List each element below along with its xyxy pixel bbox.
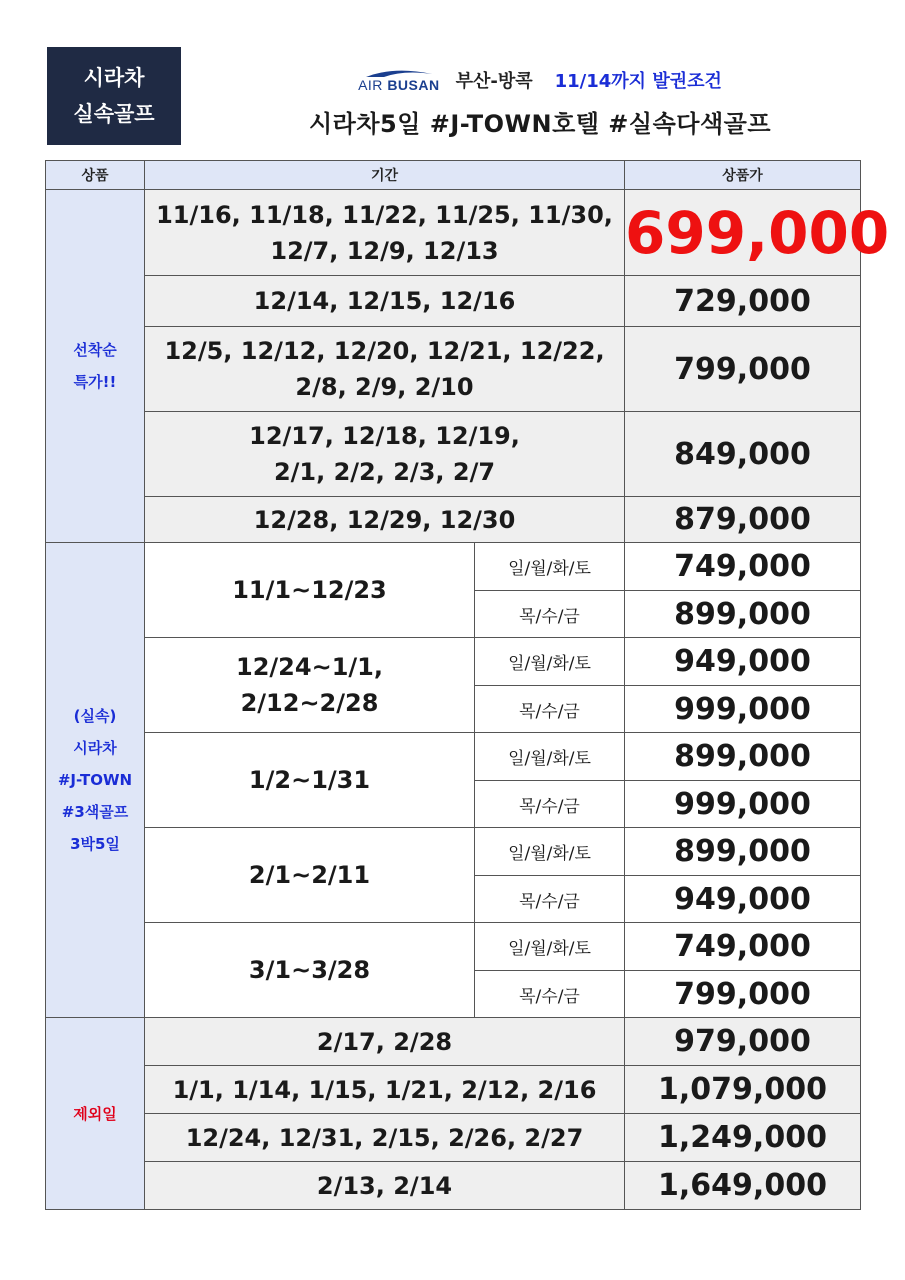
page-subtitle: 시라차5일 #J-TOWN호텔 #실속다색골프 [308,110,772,138]
price-cell: 879,000 [625,497,861,543]
table-row [46,733,861,781]
date-cell: 2/17, 2/28 [145,1018,625,1066]
price-cell: 949,000 [625,638,861,686]
table-row [46,497,861,543]
date-cell: 12/28, 12/29, 12/30 [145,497,625,543]
weekday-cell: 일/월/화/토 [475,828,625,876]
price-cell: 899,000 [625,733,861,781]
date-cell: 12/17, 12/18, 12/19, 2/1, 2/2, 2/3, 2/7 [145,412,625,497]
date-cell: 1/1, 1/14, 1/15, 1/21, 2/12, 2/16 [145,1066,625,1114]
table-row [46,543,861,591]
price-cell: 849,000 [625,412,861,497]
date-cell: 11/1~12/23 [145,543,475,638]
price-cell: 729,000 [625,276,861,327]
weekday-cell: 일/월/화/토 [475,638,625,686]
price-cell: 749,000 [625,923,861,971]
product-badge [47,47,181,145]
ticketing-condition: 11/14까지 발권조건 [554,71,722,92]
badge-line2: 실속골프 [73,102,155,126]
price-cell: 999,000 [625,781,861,828]
weekday-cell: 일/월/화/토 [475,733,625,781]
price-highlight: 699,000 [625,190,861,276]
date-cell: 12/24~1/1, 2/12~2/28 [145,638,475,733]
price-cell: 979,000 [625,1018,861,1066]
price-cell: 1,249,000 [625,1114,861,1162]
price-cell: 799,000 [625,327,861,412]
date-cell: 3/1~3/28 [145,923,475,1018]
date-cell: 1/2~1/31 [145,733,475,828]
date-cell: 11/16, 11/18, 11/22, 11/25, 11/30, 12/7, 12/9, 12/13 [145,190,625,276]
price-cell: 999,000 [625,686,861,733]
table-row [46,1018,861,1066]
price-cell: 1,079,000 [625,1066,861,1114]
airline-logo [358,68,440,92]
table-row [46,1162,861,1210]
table-row [46,327,861,412]
header [200,62,880,139]
price-cell: 749,000 [625,543,861,591]
table-row [46,1114,861,1162]
weekday-cell: 목/수/금 [475,876,625,923]
price-cell: 949,000 [625,876,861,923]
table-row [46,1066,861,1114]
table-row [46,828,861,876]
table-row [46,276,861,327]
price-cell: 899,000 [625,591,861,638]
column-header-product: 상품 [46,161,145,190]
date-cell: 2/1~2/11 [145,828,475,923]
table-row [46,412,861,497]
price-cell: 1,649,000 [625,1162,861,1210]
price-table [45,160,890,1210]
date-cell: 12/24, 12/31, 2/15, 2/26, 2/27 [145,1114,625,1162]
category-value-package: (실속) 시라차 #J-TOWN #3색골프 3박5일 [46,543,145,1018]
price-cell: 799,000 [625,971,861,1018]
weekday-cell: 목/수/금 [475,591,625,638]
category-early-bird: 선착순 특가!! [46,190,145,543]
table-row [46,190,861,276]
weekday-cell: 일/월/화/토 [475,543,625,591]
route-text: 부산-방콕 [455,71,533,92]
category-excluded-dates: 제외일 [46,1018,145,1210]
table-row [46,923,861,971]
badge-line1: 시라차 [83,66,145,90]
price-cell: 899,000 [625,828,861,876]
weekday-cell: 목/수/금 [475,781,625,828]
column-header-price: 상품가 [625,161,861,190]
table-row [46,638,861,686]
date-cell: 2/13, 2/14 [145,1162,625,1210]
weekday-cell: 목/수/금 [475,971,625,1018]
date-cell: 12/14, 12/15, 12/16 [145,276,625,327]
airline-logo-text: AIR BUSAN [358,77,440,93]
weekday-cell: 목/수/금 [475,686,625,733]
header-route-line [200,62,880,98]
date-cell: 12/5, 12/12, 12/20, 12/21, 12/22, 2/8, 2/9, 2/10 [145,327,625,412]
weekday-cell: 일/월/화/토 [475,923,625,971]
column-header-period: 기간 [145,161,625,190]
